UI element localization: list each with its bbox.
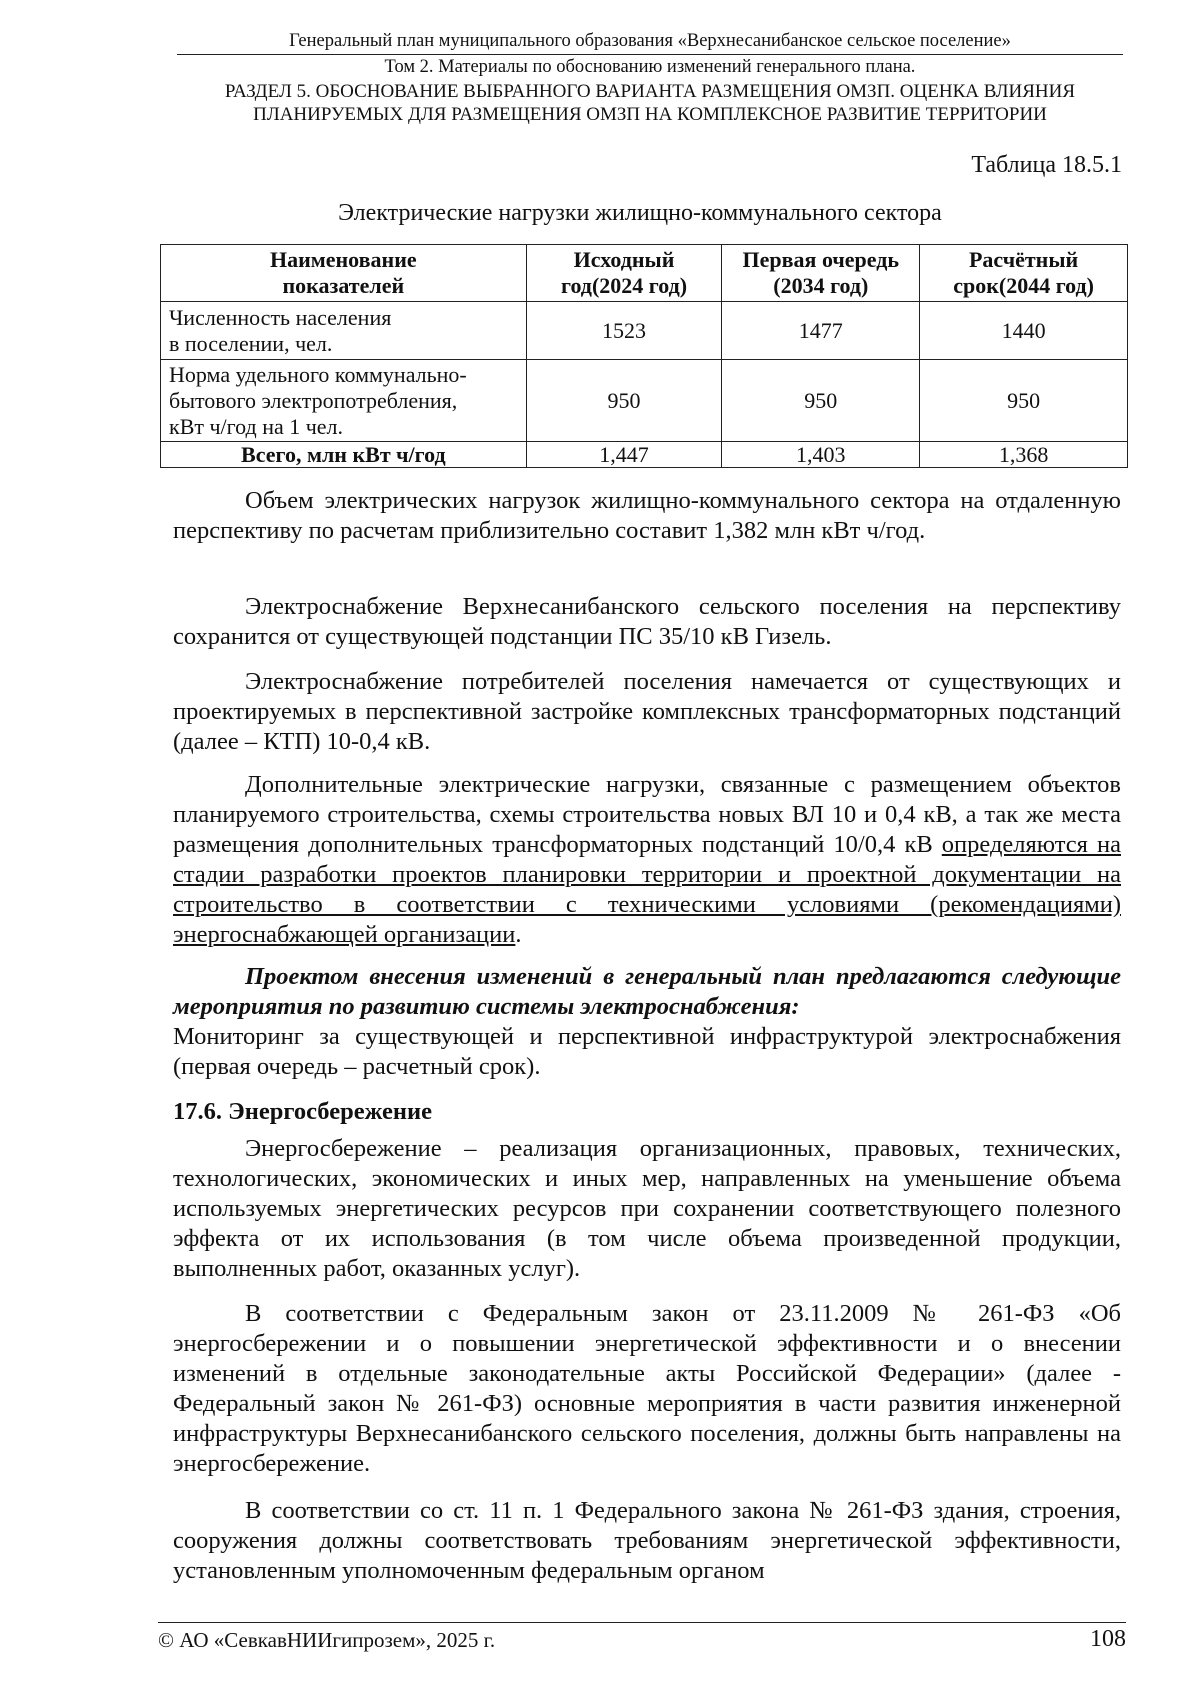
table-total-row [161,442,1128,468]
table-caption: Электрические нагрузки жилищно-коммунального сектора [338,200,942,226]
total-value: 1,403 [722,442,920,468]
cell-value: 1477 [722,302,920,360]
paragraph-energy-saving-definition: Энергосбережение – реализация организационных, правовых, технических, технологических, экономических и иных мер, направленных на уменьшение объема используемых энергетических ресурсов при сохранении соответствующего полезного эффекта от их использования (в том числе объема произведенной продукции, выполненных работ, оказанных услуг). [173,1135,1121,1282]
running-header-section [180,80,1120,126]
footer-copyright: © АО «СевкавНИИгипрозем», 2025 г. [158,1628,496,1652]
cell-value: 950 [526,360,722,442]
table-row [161,302,1128,360]
table-row [161,360,1128,442]
cell-value: 950 [920,360,1128,442]
table-number: Таблица 18.5.1 [971,152,1122,178]
measures-item: Мониторинг за существующей и перспективной инфраструктурой электроснабжения (первая очередь – расчетный срок). [173,1023,1121,1080]
section-heading: 17.6. Энергосбережение [173,1098,433,1125]
total-label: Всего, млн кВт ч/год [161,442,527,468]
cell-value: 1523 [526,302,722,360]
cell-value: 950 [722,360,920,442]
electric-loads-table [160,244,1128,468]
column-header-base-year: Исходный год(2024 год) [526,245,722,302]
cell-value: 1440 [920,302,1128,360]
measures-lead: Проектом внесения изменений в генеральный план предлагаются следующие мероприятия по развитию системы электроснабжения: [173,963,1121,1020]
row-label: Норма удельного коммунально- бытового электропотребления, кВт ч/год на 1 чел. [161,360,527,442]
paragraph-load-volume: Объем электрических нагрузок жилищно-коммунального сектора на отдаленную перспективу по расчетам приблизительно составит 1,382 млн кВт ч/год. [173,487,1121,544]
column-header-indicator: Наименование показателей [161,245,527,302]
paragraph-power-supply: Электроснабжение Верхнесанибанского сельского поселения на перспективу сохранится от существующей подстанции ПС 35/10 кВ Гизель. [173,593,1121,650]
running-header-volume: Том 2. Материалы по обоснованию изменений генерального плана. [384,57,916,77]
column-header-first-stage: Первая очередь (2034 год) [722,245,920,302]
running-header-title: Генеральный план муниципального образования «Верхнесанибанское сельское поселение» [289,31,1011,51]
paragraph-proposed-measures [173,962,1121,1082]
total-value: 1,368 [920,442,1128,468]
paragraph-federal-law: В соответствии с Федеральным закон от 23.11.2009 № 261-ФЗ «Об энергосбережении и о повышении энергетической эффективности и о внесении изменений в отдельные законодательные акты Российской Федерации» (далее - Федеральный закон № 261-ФЗ) основные мероприятия в части развития инженерной инфраструктуры Верхнесанибанского сельского поселения, должны быть направлены на энергосбережение. [173,1300,1121,1477]
paragraph-additional-loads: Дополнительные электрические нагрузки, связанные с размещением объектов планируемого строительства, схемы строительства новых ВЛ 10 и 0,4 кВ, а так же места размещения дополнительных трансформаторных подстанций 10/0,4 кВ определяются на стадии разработки проектов планировки территории и проектной документации на строительство в соответствии с техническими условиями (рекомендациями) энергоснабжающей организации. [173,771,1121,948]
row-label: Численность населения в поселении, чел. [161,302,527,360]
paragraph-consumers: Электроснабжение потребителей поселения намечается от существующих и проектируемых в перспективной застройке комплексных трансформаторных подстанций (далее – КТП) 10-0,4 кВ. [173,668,1121,755]
column-header-design-term: Расчётный срок(2044 год) [920,245,1128,302]
page-number: 108 [1090,1626,1126,1652]
header-divider [177,54,1123,55]
underlined-requirement: определяются на стадии разработки проектов планировки территории и проектной документации на строительство в соответствии с техническими условиями (рекомендациями) энергоснабжающей организации [173,831,1121,948]
paragraph-law-article: В соответствии со ст. 11 п. 1 Федерального закона № 261-ФЗ здания, строения, сооружения должны соответствовать требованиям энергетической эффективности, установленным уполномоченным федеральным органом [173,1497,1121,1584]
section-title-line-1: РАЗДЕЛ 5. ОБОСНОВАНИЕ ВЫБРАННОГО ВАРИАНТА РАЗМЕЩЕНИЯ ОМЗП. ОЦЕНКА ВЛИЯНИЯ [224,81,1076,102]
table-header-row [161,245,1128,302]
footer-divider [158,1622,1126,1623]
section-title-line-2: ПЛАНИРУЕМЫХ ДЛЯ РАЗМЕЩЕНИЯ ОМЗП НА КОМПЛЕКСНОЕ РАЗВИТИЕ ТЕРРИТОРИИ [253,104,1047,125]
total-value: 1,447 [526,442,722,468]
